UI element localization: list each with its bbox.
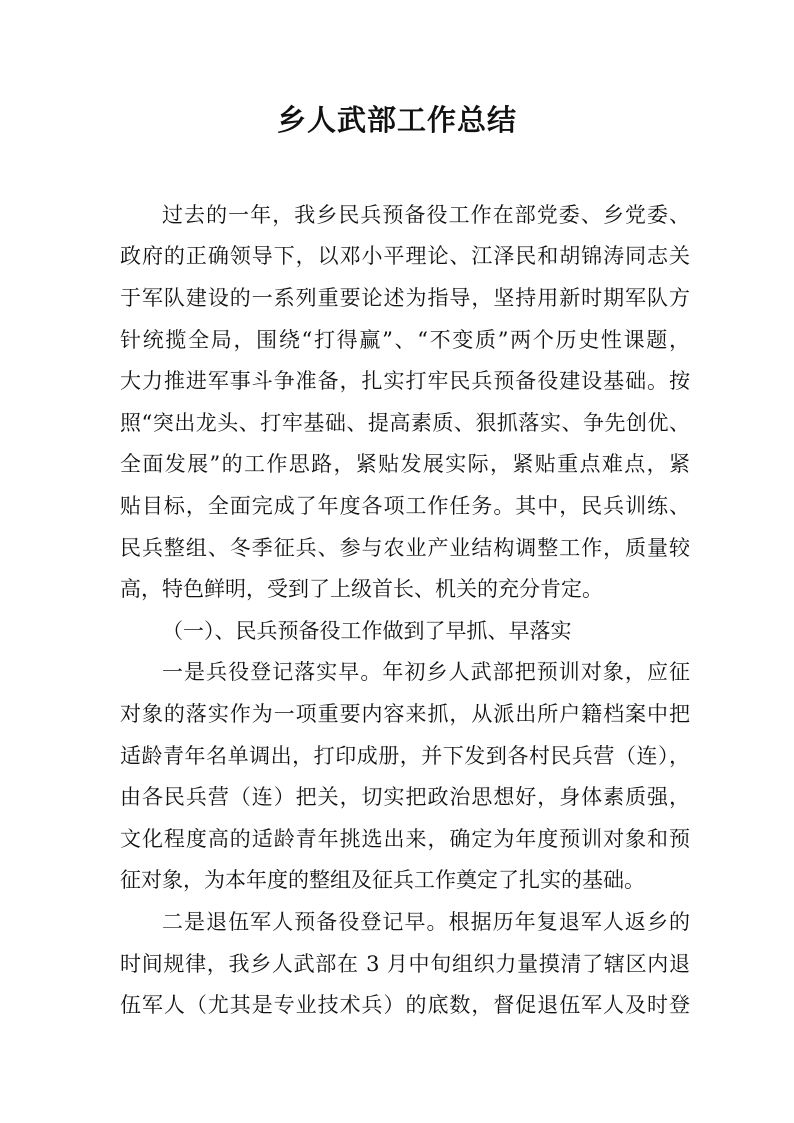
paragraph-line: 高，特色鲜明，受到了上级首长、机关的充分肯定。 bbox=[120, 577, 603, 601]
paragraph-line: 伍军人（尤其是专业技术兵）的底数，督促退伍军人及时登 bbox=[120, 993, 690, 1017]
paragraph-line: 由各民兵营（连）把关，切实把政治思想好，身体素质强， bbox=[120, 785, 690, 809]
paragraph-line: 贴目标，全面完成了年度各项工作任务。其中，民兵训练、 bbox=[120, 494, 690, 518]
paragraph-line: 全面发展”的工作思路，紧贴发展实际，紧贴重点难点，紧 bbox=[120, 452, 690, 476]
paragraph-line: 过去的一年，我乡民兵预备役工作在部党委、乡党委、 bbox=[162, 203, 690, 227]
paragraph-line: 二是退伍军人预备役登记早。根据历年复退军人返乡的 bbox=[162, 910, 690, 934]
paragraph-line: 时间规律，我乡人武部在 3 月中旬组织力量摸清了辖区内退 bbox=[120, 952, 690, 976]
paragraph-line: 照“突出龙头、打牢基础、提高素质、狠抓落实、争先创优、 bbox=[120, 411, 690, 435]
paragraph-line: 政府的正确领导下，以邓小平理论、江泽民和胡锦涛同志关 bbox=[120, 244, 690, 268]
paragraph-line: 征对象，为本年度的整组及征兵工作奠定了扎实的基础。 bbox=[120, 868, 645, 892]
paragraph-line: 大力推进军事斗争准备，扎实打牢民兵预备役建设基础。按 bbox=[120, 369, 690, 393]
paragraph-line: 对象的落实作为一项重要内容来抓，从派出所户籍档案中把 bbox=[120, 702, 690, 726]
document-title: 乡人武部工作总结 bbox=[276, 103, 517, 137]
section-heading: （一）、民兵预备役工作做到了早抓、早落实 bbox=[162, 619, 572, 643]
paragraph-line: 适龄青年名单调出，打印成册，并下发到各村民兵营（连）， bbox=[120, 744, 690, 768]
paragraph-line: 一是兵役登记落实早。年初乡人武部把预训对象，应征 bbox=[162, 660, 690, 684]
paragraph-line: 文化程度高的适龄青年挑选出来，确定为年度预训对象和预 bbox=[120, 827, 690, 851]
paragraph-line: 于军队建设的一系列重要论述为指导，坚持用新时期军队方 bbox=[120, 286, 690, 310]
paragraph-line: 针统揽全局，围绕“打得赢”、“不变质”两个历史性课题， bbox=[120, 328, 690, 352]
paragraph-line: 民兵整组、冬季征兵、参与农业产业结构调整工作，质量较 bbox=[120, 536, 690, 560]
